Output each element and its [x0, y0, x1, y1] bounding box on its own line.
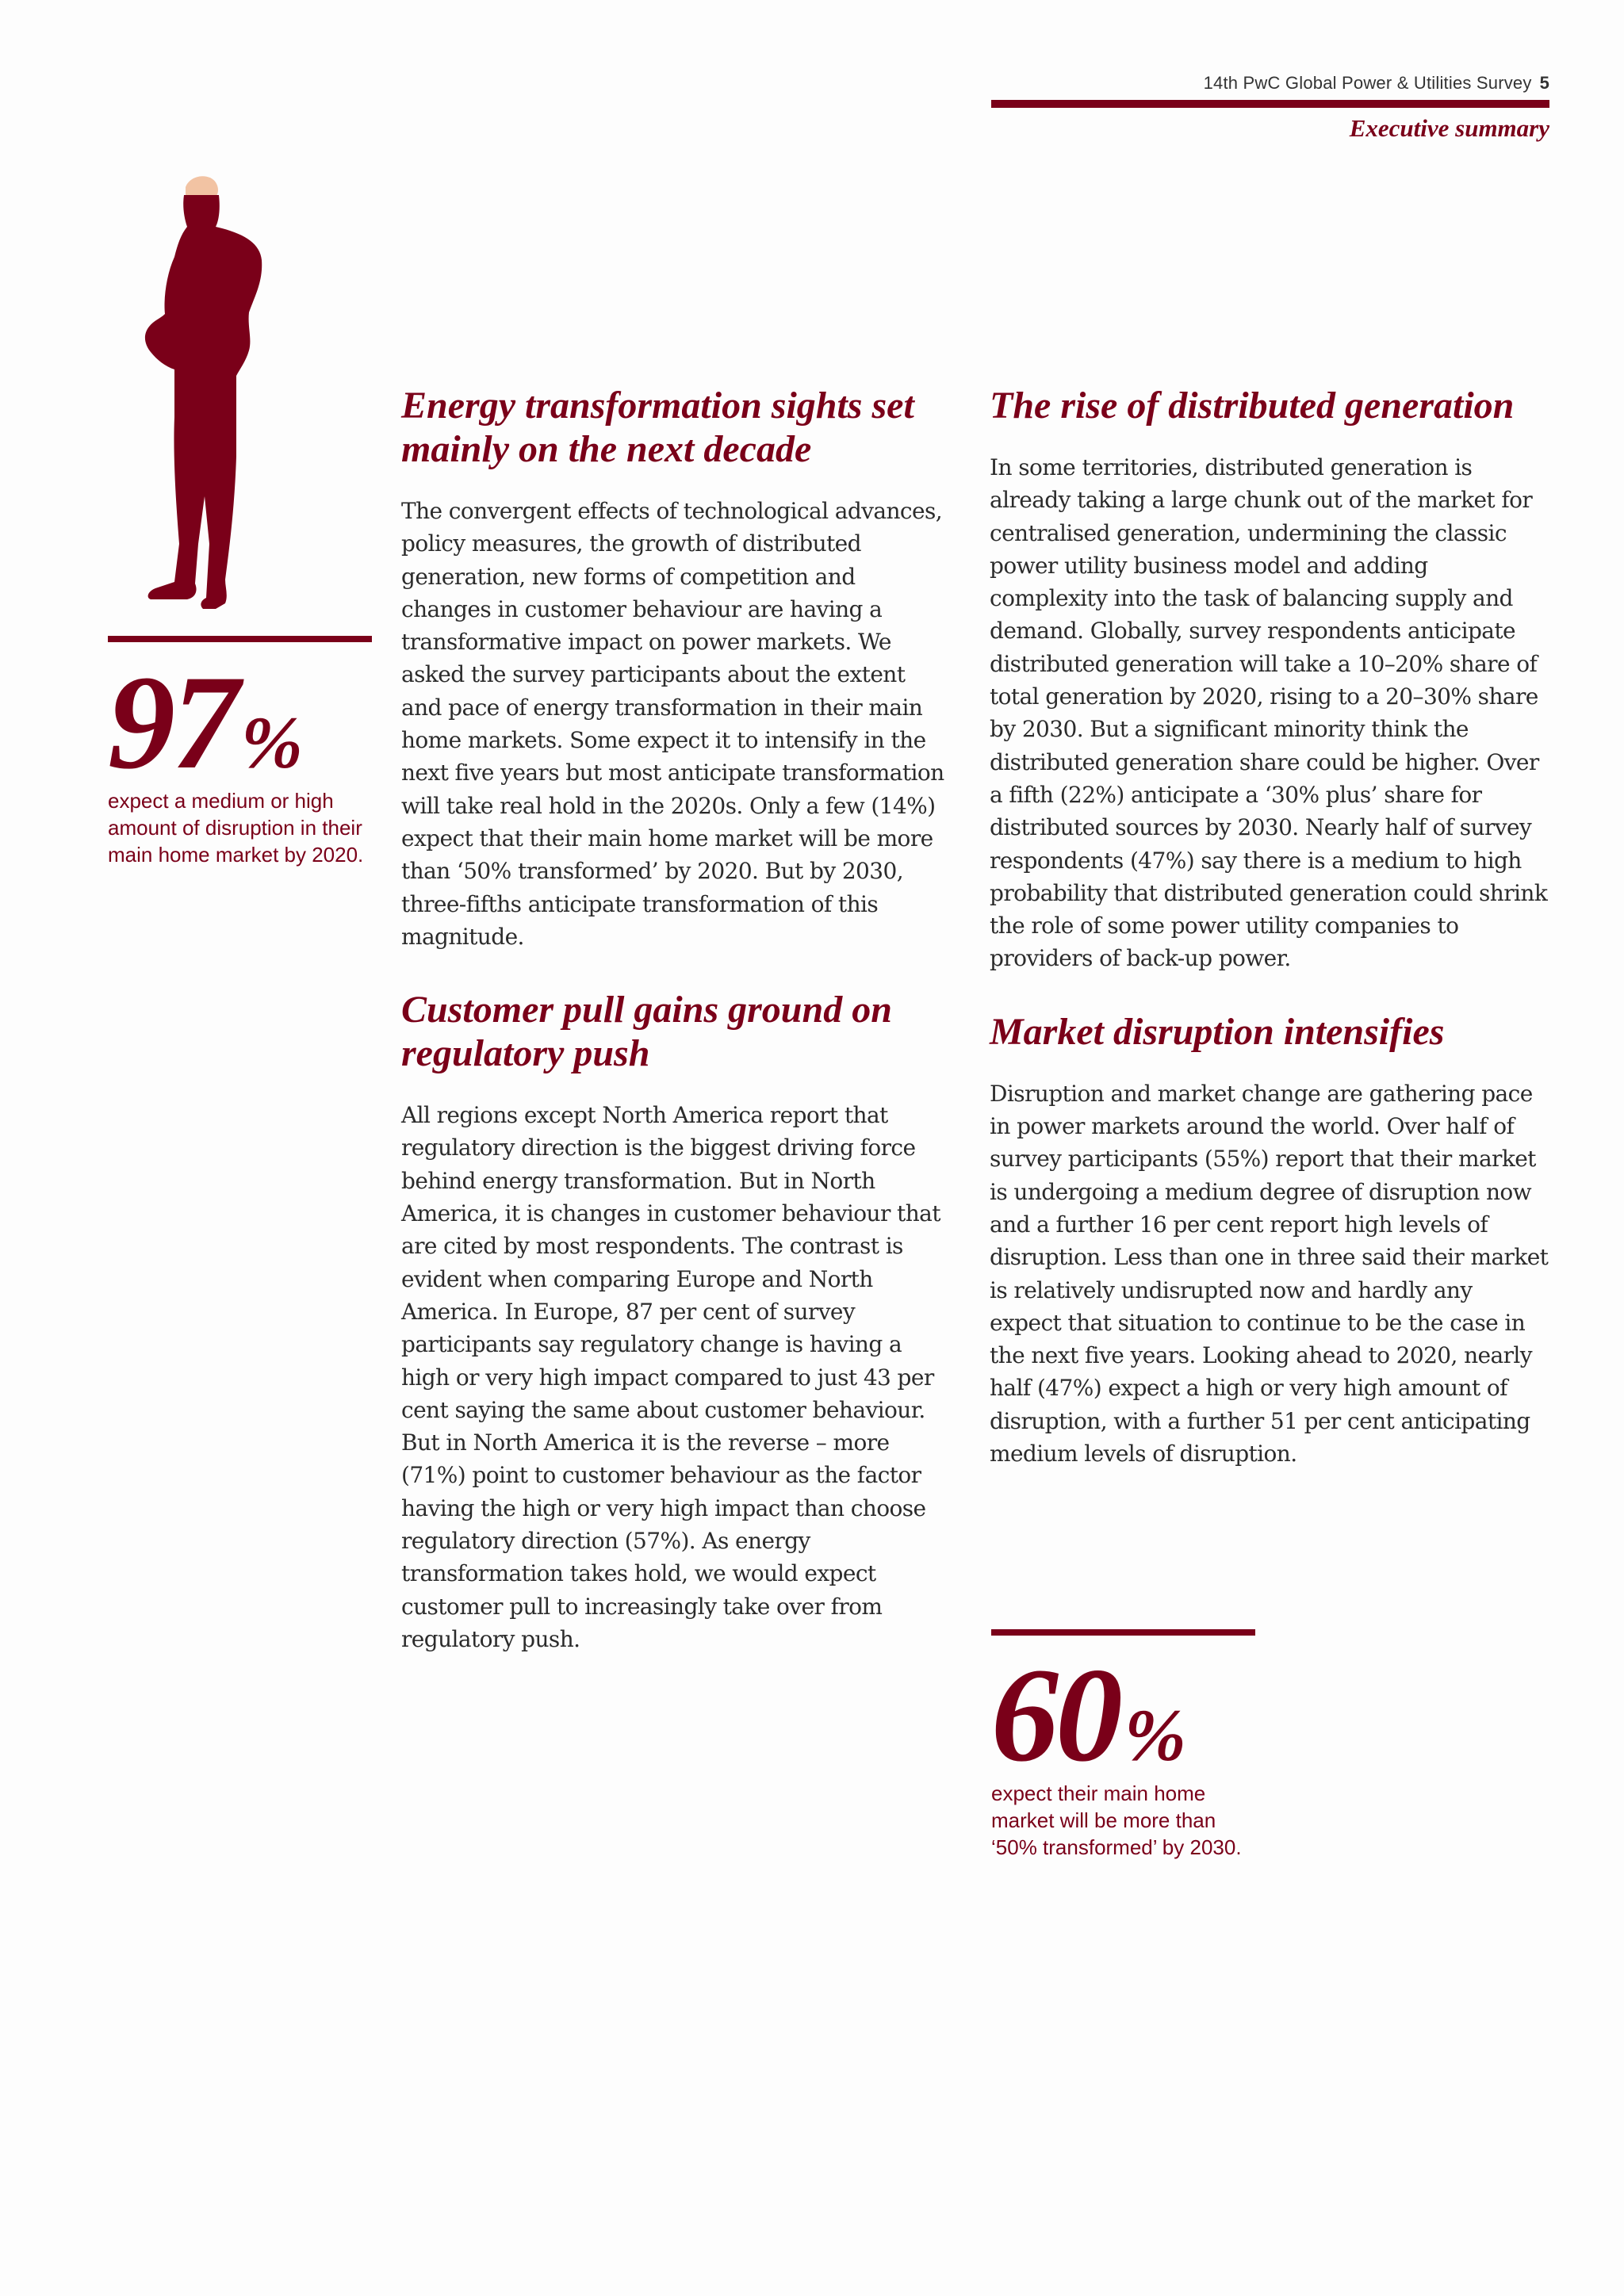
stat-right-number: 60 — [991, 1640, 1120, 1789]
header-rule — [991, 100, 1549, 108]
stat-left-unit: % — [241, 702, 303, 784]
heading-customer-pull: Customer pull gains ground on regulatory push — [401, 989, 892, 1075]
stat-right-value — [991, 1640, 1186, 1789]
body-energy-transformation: The convergent effects of technological advances, policy measures, the growth of distributed generation, new forms of competition and changes in customer behaviour are having a transformative impact on power markets. We asked the survey participants about the extent and pace of energy transformation in their main home markets. Some expect it to intensify in the next five years but most anticipate transformation will take real hold in the 2020s. Only a few (14%) expect that their main home market will be more than ‘50% transformed’ by 2020. But by 2030, three-fifths anticipate transformation of this magnitude. — [401, 498, 944, 950]
body-market-disruption: Disruption and market change are gathering pace in power markets around the world. Over half of survey participants (55%) report that their market is undergoing a medium degree of disruption now and a further 16 per cent report high levels of disruption. Less than one in three said their market is relatively undisrupted now and hardly any expect that situation to continue to be the case in the next five years. Looking ahead to 2020, nearly half (47%) expect a high or very high amount of disruption, with a further 51 per cent anticipating medium levels of disruption. — [990, 1080, 1549, 1468]
person-silhouette-icon — [143, 171, 274, 623]
page-number: 5 — [1539, 73, 1549, 93]
heading-market-disruption: Market disruption intensifies — [990, 1010, 1445, 1053]
stat-right-unit: % — [1124, 1695, 1186, 1777]
stat-left-rule — [108, 636, 372, 642]
section-title: Executive summary — [1349, 114, 1549, 142]
column-right — [990, 384, 1549, 1470]
stat-left-caption: expect a medium or high amount of disruption in their main home market by 2020. — [108, 789, 364, 867]
body-distributed-generation: In some territories, distributed generation is already taking a large chunk out of the market for centralised generation, undermining the classic power utility business model and adding complexity into the task of balancing supply and demand. Globally, survey respondents anticipate distributed generation will take a 10–20% share of total generation by 2020, rising to a 20–30% share by 2030. But a significant minority think the distributed generation share could be higher. Over a fifth (22%) anticipate a ‘30% plus’ share for distributed sources by 2030. Nearly half of survey respondents (47%) say there is a medium to high probability that distributed generation could shrink the role of some power utility companies to providers of back-up power. — [990, 454, 1548, 972]
publication-title: 14th PwC Global Power & Utilities Survey — [1203, 73, 1532, 93]
stat-left-value — [108, 648, 303, 797]
stat-right-caption: expect their main home market will be more than ‘50% transformed’ by 2030. — [991, 1781, 1242, 1859]
stat-left-number: 97 — [108, 648, 236, 797]
stat-right-rule — [991, 1629, 1255, 1636]
running-head — [1204, 73, 1549, 94]
heading-distributed-generation: The rise of distributed generation — [990, 385, 1515, 427]
heading-energy-transformation: Energy transformation sights set mainly on the next decade — [401, 385, 914, 470]
column-left — [401, 384, 948, 1655]
body-customer-pull: All regions except North America report that regulatory direction is the biggest driving force behind energy transformation. But in North America, it is changes in customer behaviour that are cited by most respondents. The contrast is evident when comparing Europe and North America. In Europe, 87 per cent of survey participants say regulatory change is having a high or very high impact compared to just 43 per cent saying the same about customer behaviour. But in North America it is the reverse – more (71%) point to customer behaviour as the factor having the high or very high impact than choose regulatory direction (57%). As energy transformation takes hold, we would expect customer pull to increasingly take over from regulatory push. — [401, 1102, 940, 1652]
